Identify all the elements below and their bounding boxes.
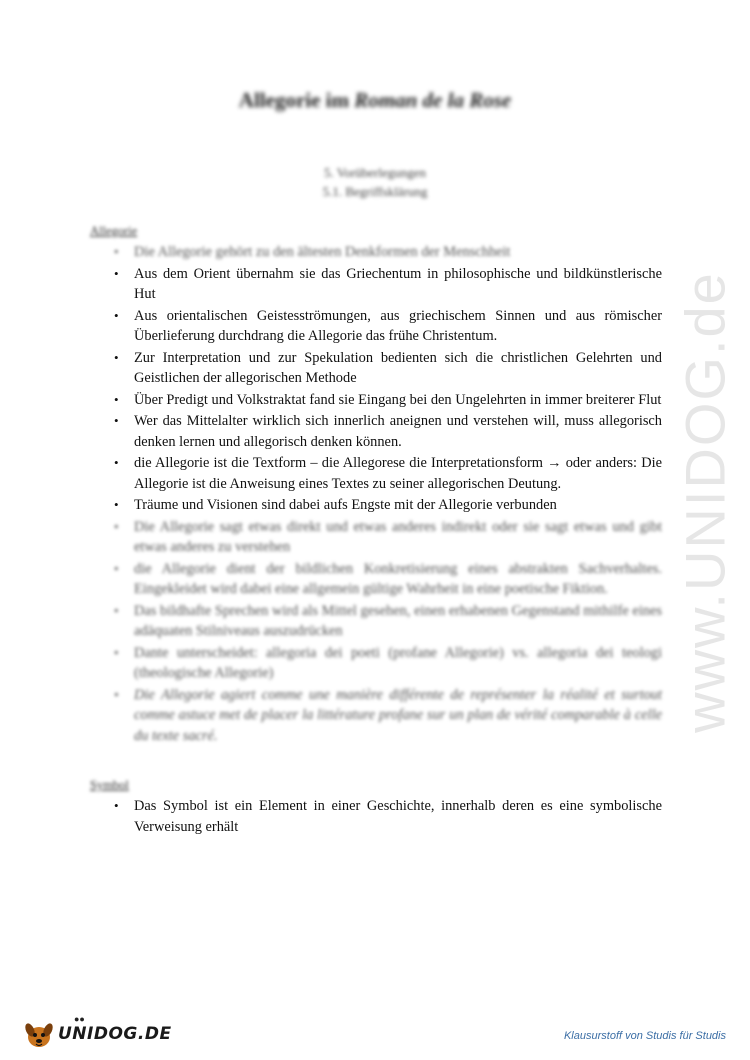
- list-item: • Dante unterscheidet: allegoria dei poeti (profane Allegorie) vs. allegoria dei teologi (theologische Allegorie): [90, 643, 662, 684]
- title-emphasis: Roman de la Rose: [354, 88, 512, 112]
- list-item: • Das bildhafte Sprechen wird als Mittel gesehen, einen erhabenen Gegenstand mithilfe eines adäquaten Stilniveaus auszudrücken: [90, 601, 662, 642]
- list-item: • die Allegorie ist die Textform – die Allegorese die Interpretationsform → oder anders: Die Allegorie ist die Anweisung eines Textes zu seiner allegorischen Deutung.: [90, 453, 662, 494]
- list-item: • Zur Interpretation und zur Spekulation bedienten sich die christlichen Gelehrten und Geistlichen der allegorischen Methode: [90, 348, 662, 389]
- list-item: • Über Predigt und Volkstraktat fand sie Eingang bei den Ungelehrten in immer breiterer Flut: [90, 390, 662, 411]
- chapter-heading: 5. Vorüberlegungen: [323, 165, 427, 180]
- subchapter-heading: 5.1. Begriffsklärung: [322, 184, 428, 199]
- dog-icon: [24, 1020, 54, 1050]
- unidog-logo[interactable]: [24, 1014, 172, 1052]
- watermark: [650, 262, 750, 742]
- symbol-list: [90, 796, 662, 838]
- logo-text: UNIDOG.DE: [58, 1024, 172, 1044]
- list-item: • Die Allegorie sagt etwas direkt und etwas anderes indirekt oder sie sagt etwas und gibt etwas anderes zu verstehen: [90, 517, 662, 558]
- list-item: • Die Allegorie agiert comme une manière différente de représenter la réalité et surtout comme astuce met de placer la littérature profane sur un plan de vérité comparable à celle du texte sacré.: [90, 685, 662, 747]
- watermark-text: www.UNIDOG.de: [673, 271, 737, 733]
- allegorie-list: [90, 242, 662, 747]
- footer-tagline: Klausurstoff von Studis für Studis: [563, 1030, 726, 1042]
- list-item: • Träume und Visionen sind dabei aufs Engste mit der Allegorie verbunden: [90, 495, 662, 516]
- list-item: • Das Symbol ist ein Element in einer Geschichte, innerhalb deren es eine symbolische Verweisung erhält: [90, 796, 662, 837]
- list-item: • Aus orientalischen Geistesströmungen, aus griechischem Sinnen und aus römischer Überlieferung durchdrang die Allegorie das frühe Christentum.: [90, 306, 662, 347]
- list-item: • Die Allegorie gehört zu den ältesten Denkformen der Menschheit: [90, 242, 662, 263]
- list-item: • Wer das Mittelalter wirklich sich innerlich aneignen und verstehen will, muss allegorisch denken lernen und allegorisch denken können.: [90, 411, 662, 452]
- paw-icon: ●●: [74, 1014, 85, 1024]
- list-item: • die Allegorie dient der bildlichen Konkretisierung eines abstrakten Sachverhaltes. Eingekleidet wird dabei eine allgemein gültige Wahrheit in eine poetische Fiktion.: [90, 559, 662, 600]
- section-label-allegorie: Allegorie: [90, 224, 138, 238]
- title-prefix: Allegorie im: [238, 88, 350, 112]
- page-title: [0, 88, 750, 113]
- list-item: • Aus dem Orient übernahm sie das Griechentum in philosophische und bildkünstlerische Hut: [90, 264, 662, 305]
- section-label-symbol: Symbol: [90, 778, 129, 792]
